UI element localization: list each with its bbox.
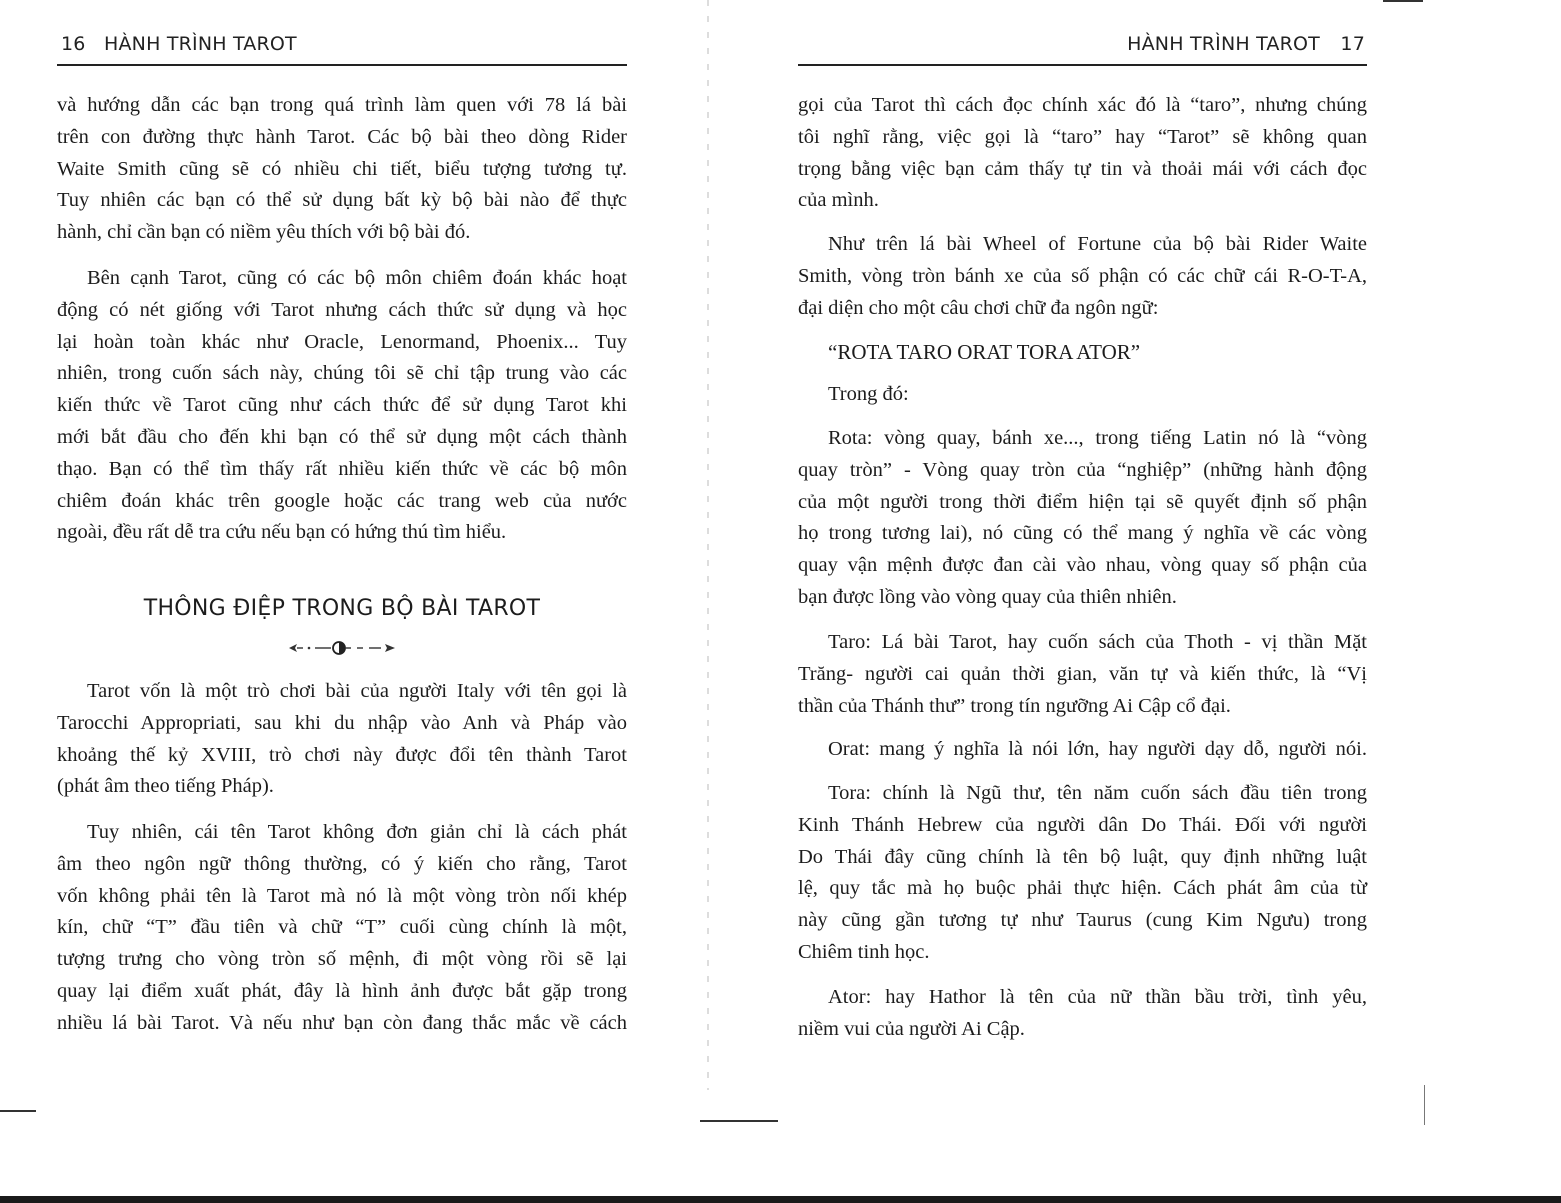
left-page-header [57, 33, 627, 59]
text-line: Tarot vốn là một trò chơi bài của người Italy với tên gọi là [87, 680, 627, 702]
text-line: gọi của Tarot thì cách đọc chính xác đó là “taro”, nhưng chúng [798, 94, 1367, 116]
rota-quote: “ROTA TARO ORAT TORA ATOR” [828, 340, 1141, 364]
text-line: hành, chỉ cần bạn có niềm yêu thích với bộ bài đó. [57, 221, 471, 244]
text-line: Waite Smith cũng sẽ có nhiều chi tiết, biểu tượng tương tự. [57, 157, 627, 180]
text-line: trên con đường thực hành Tarot. Các bộ bài theo dòng Rider [57, 125, 627, 148]
text-line: Ator: hay Hathor là tên của nữ thần bầu trời, tình yêu, [828, 986, 1367, 1008]
text-line: Trong đó: [828, 383, 909, 405]
text-line: mới bắt đầu cho đến khi bạn có thể sử dụng một cách thành [57, 425, 627, 448]
text-line: Kinh Thánh Hebrew của người dân Do Thái. Đối với người [798, 813, 1367, 836]
scan-mark [1383, 0, 1423, 2]
text-line: Tora: chính là Ngũ thư, tên năm cuốn sách đầu tiên trong [828, 782, 1367, 804]
text-line: âm theo ngôn ngữ thông thường, có ý kiến cho rằng, Tarot [57, 852, 627, 875]
text-line: Bên cạnh Tarot, cũng có các bộ môn chiêm đoán khác hoạt [87, 267, 627, 289]
left-paragraph-4 [57, 817, 627, 1040]
text-line: Do Thái đây cũng chính là tên bộ luật, quy định những luật [798, 845, 1367, 868]
trong-do-line [798, 379, 1367, 411]
text-line: quay tròn” - Vòng quay tròn của “nghiệp” (những hành động [798, 458, 1367, 481]
text-line: quay lại điểm xuất phát, đây là hình ảnh được bắt gặp trong [57, 979, 627, 1002]
text-line: tôi nghĩ rằng, việc gọi là “taro” hay “Tarot” sẽ không quan [798, 125, 1367, 148]
text-line: niềm vui của người Ai Cập. [798, 1017, 1025, 1040]
scan-bottom-edge [0, 1196, 1561, 1203]
text-line: lại hoàn toàn khác như Oracle, Lenormand, Phoenix... Tuy [57, 330, 627, 353]
right-paragraph-2 [798, 229, 1367, 324]
tora-paragraph [798, 778, 1367, 969]
text-line: đại diện cho một câu chơi chữ đa ngôn ngữ: [798, 296, 1159, 319]
text-line: Như trên lá bài Wheel of Fortune của bộ bài Rider Waite [828, 233, 1367, 255]
text-line: của một người trong thời điểm hiện tại sẽ quyết định số phận [798, 490, 1367, 513]
left-paragraph-3 [57, 676, 627, 803]
text-line: nhiên, trong cuốn sách này, chúng tôi sẽ chỉ tập trung vào các [57, 362, 627, 385]
rota-paragraph [798, 423, 1367, 614]
text-line: vốn không phải tên là Tarot mà nó là một vòng tròn nối khép [57, 884, 627, 907]
text-line: Orat: mang ý nghĩa là nói lớn, hay người dạy dỗ, người nói. [828, 738, 1367, 760]
text-line: Taro: Lá bài Tarot, hay cuốn sách của Thoth - vị thần Mặt [828, 631, 1367, 653]
scan-mark [700, 1120, 778, 1122]
text-line: Trăng- người cai quản thời gian, văn tự và kiến thức, là “Vị [798, 662, 1367, 685]
scan-mark [0, 1110, 36, 1112]
text-line: nhiều lá bài Tarot. Và nếu như bạn còn đang thắc mắc về cách [57, 1011, 627, 1034]
text-line: họ trong tương lai), nó cũng có thể mang ý nghĩa về các vòng [798, 522, 1367, 545]
text-line: Tarocchi Appropriati, sau khi du nhập vào Anh và Pháp vào [57, 711, 627, 734]
text-line: kín, chữ “T” đầu tiên và chữ “T” cuối cùng chính là một, [57, 916, 627, 939]
text-line: thạo. Bạn có thể tìm thấy rất nhiều kiến thức về các bộ môn [57, 457, 627, 480]
right-page-number: 17 [1340, 33, 1365, 55]
text-line: ngoài, đều rất dễ tra cứu nếu bạn có hứng thú tìm hiểu. [57, 521, 507, 544]
orat-paragraph [798, 734, 1367, 766]
left-header-rule [57, 64, 627, 66]
text-line: kiến thức về Tarot cũng như cách thức để sử dụng Tarot khi [57, 394, 627, 417]
scan-mark [1424, 1085, 1425, 1125]
right-header-rule [798, 64, 1367, 66]
taro-paragraph [798, 627, 1367, 722]
left-running-title: HÀNH TRÌNH TAROT [104, 33, 297, 55]
text-line: và hướng dẫn các bạn trong quá trình làm quen với 78 lá bài [57, 94, 627, 116]
text-line: Chiêm tinh học. [798, 940, 930, 963]
ator-paragraph [798, 982, 1367, 1046]
text-line: Smith, vòng tròn bánh xe của số phận có các chữ cái R-O-T-A, [798, 264, 1367, 287]
text-line: quay vận mệnh được đan cài vào nhau, vòng quay số phận của [798, 554, 1367, 577]
text-line: chiêm đoán khác trên google hoặc các trang web của nước [57, 489, 627, 512]
right-page-header [798, 33, 1367, 59]
text-line: lệ, quy tắc mà họ buộc phải thực hiện. Cách phát âm của từ [798, 877, 1367, 900]
text-line: bạn được lồng vào vòng quay của thiên nhiên. [798, 585, 1177, 608]
text-line: này cũng gần tương tự như Taurus (cung Kim Ngưu) trong [798, 909, 1367, 932]
ornament-divider-icon [287, 638, 397, 658]
text-line: thần của Thánh thư” trong tín ngưỡng Ai Cập cổ đại. [798, 694, 1231, 717]
left-page-number: 16 [61, 33, 86, 55]
right-paragraph-1 [798, 90, 1367, 217]
text-line: tượng trưng cho vòng tròn số mệnh, đi một vòng rồi sẽ lại [57, 948, 627, 971]
text-line: Tuy nhiên các bạn có thể sử dụng bất kỳ bộ bài nào để thực [57, 189, 627, 212]
text-line: trọng bằng việc bạn cảm thấy tự tin và thoải mái với cách đọc [798, 157, 1367, 180]
text-line: khoảng thế kỷ XVIII, trò chơi này được đổi tên thành Tarot [57, 743, 627, 766]
section-heading: THÔNG ĐIỆP TRONG BỘ BÀI TAROT [143, 596, 541, 621]
right-running-title: HÀNH TRÌNH TAROT [1127, 33, 1320, 55]
left-paragraph-1 [57, 90, 627, 249]
text-line: (phát âm theo tiếng Pháp). [57, 775, 274, 798]
text-line: của mình. [798, 189, 879, 212]
text-line: động có nét giống với Tarot nhưng cách thức sử dụng và học [57, 298, 627, 321]
left-paragraph-2 [57, 263, 627, 549]
gutter-line [706, 0, 710, 1203]
text-line: Rota: vòng quay, bánh xe..., trong tiếng Latin nó là “vòng [828, 427, 1367, 449]
text-line: Tuy nhiên, cái tên Tarot không đơn giản chỉ là cách phát [87, 821, 627, 843]
